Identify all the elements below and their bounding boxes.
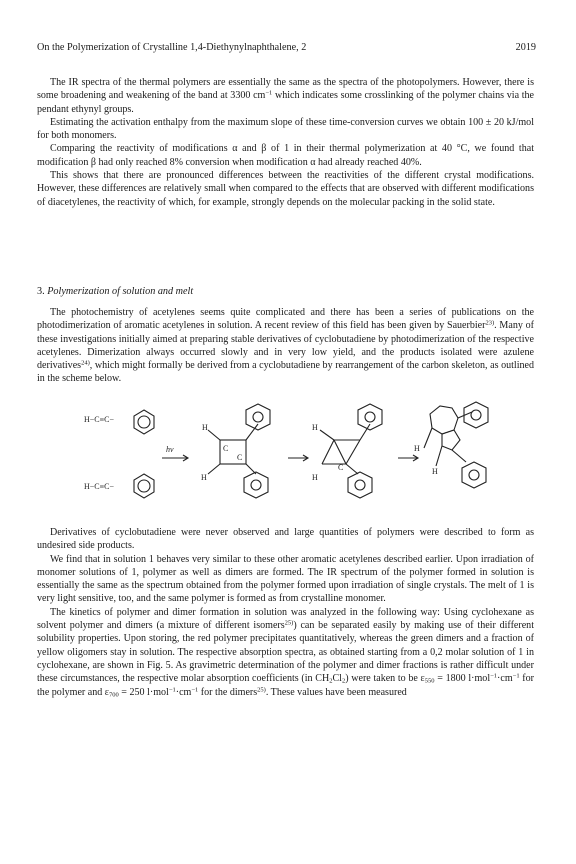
benzene-ring-top [134,410,154,434]
paragraph: Estimating the activation enthalpy from the maximum slope of these time-conversion curves we obtain 100 ± 20 kJ/mol for both monomers. [37,116,534,142]
h-atom: H [312,473,318,482]
section-heading: 3. Polymerization of solution and melt [37,286,194,297]
monomer-label-bottom: H−C≡C− [84,482,114,491]
h-atom: H [202,423,208,432]
text-block-3 [37,526,534,699]
running-head [37,42,536,54]
h-atom: H [432,467,438,476]
monomer-label-top: H−C≡C− [84,415,114,424]
reaction-arrow-1 [162,455,188,461]
h-atom: H [201,473,207,482]
reaction-scheme [80,400,500,500]
h-atom: H [312,423,318,432]
bicyclic-structure [320,404,382,498]
paragraph: We find that in solution 1 behaves very similar to these other aromatic acetylenes described earlier. Upon irradiation of monomer solutions of 1, polymer as well as dimers are formed. The IR spectrum of the polymer formed in solution is essentially the same as the spectrum obtained from the polymer formed upon irradiation of single crystals. The melt of 1 is very light sensitive, too, and the same polymer is formed as from crystalline monomer. [37,553,534,605]
running-title: On the Polymerization of Crystalline 1,4-Diethynylnaphthalene, 2 [37,42,307,53]
hv-label: hν [166,445,174,454]
reaction-arrow-3 [398,455,418,461]
cyclobutadiene-structure [208,404,270,498]
paragraph: The kinetics of polymer and dimer formation in solution was analyzed in the following way: Using cyclohexane as solvent polymer and dimers (a mixture of different isomers$^{25)}$) can be separated easily by making use of their different solubility properties. Upon storing, the red polymer precipitates quantitatively, whereas the green dimers and a fraction of yellow oligomers stay in solution. The respective absorption spectra, as obtained starting from a 0,2 molar solution of 1 in cyclohexane, are shown in Fig. 5. As gravimetric determination of the polymer and dimer fractions is rather difficult under these circumstances, the respective molar absorption coefficients (in $CH_2Cl_2$) were taken to be $\varepsilon_{550} = 1800$ $l\cdot mol^{-1}\cdot cm^{-1}$ for the polymer and $\varepsilon_{700} = 250$ $l\cdot mol^{-1}\cdot cm^{-1}$ for the dimers$^{25)}$. These values have been measured [37,606,534,699]
paragraph: The IR spectra of the thermal polymers are essentially the same as the spectra of the photopolymers. However, there is some broadening and weakening of the band at 3300 $cm^{-1}$ which indicates some crosslinking of the polymer chains via the pendant ethynyl groups. [37,77,534,115]
c-atom: C [223,444,229,453]
benzene-ring-bottom [134,474,154,498]
paragraph: Comparing the reactivity of modifications α and β of 1 in their thermal polymerization at 40 °C, we found that modification β had only reached 8% conversion when modification α had already reached 40%. [37,143,534,168]
c-atom: C [338,463,344,472]
text-block-2 [37,306,534,386]
page-number: 2019 [515,42,536,53]
paragraph: Derivatives of cyclobutadiene were never observed and large quantities of polymers were described to form as undesired side products. [37,527,534,552]
c-atom: C [237,453,243,462]
paragraph: The photochemistry of acetylenes seems quite complicated and there has been a series of publications on the photodimerization of aromatic acetylenes in solution. A recent review of this field has been given by Sauerbier$^{23)}$. Many of these investigations initially aimed at preparing stable derivatives of cyclobutadiene by photodimerization of the respective acetylenes. Dimerization always occurred slowly and in very low yield, and the products isolated were azulene derivatives$^{24)}$, which might formally be derived from a cyclobutadiene by rearrangement of the carbon skeleton, as outlined in the scheme below. [37,307,535,385]
text-block-1 [37,76,534,209]
reaction-arrow-2 [288,455,308,461]
h-atom: H [414,444,420,453]
paragraph: This shows that there are pronounced differences between the reactivities of the different crystal modifications. However, these differences are relatively small when compared to the effects that are observed with different modifications of diacetylenes, the reactivity of which, for example, strongly depends on the molecular packing in the solid state. [37,170,534,208]
